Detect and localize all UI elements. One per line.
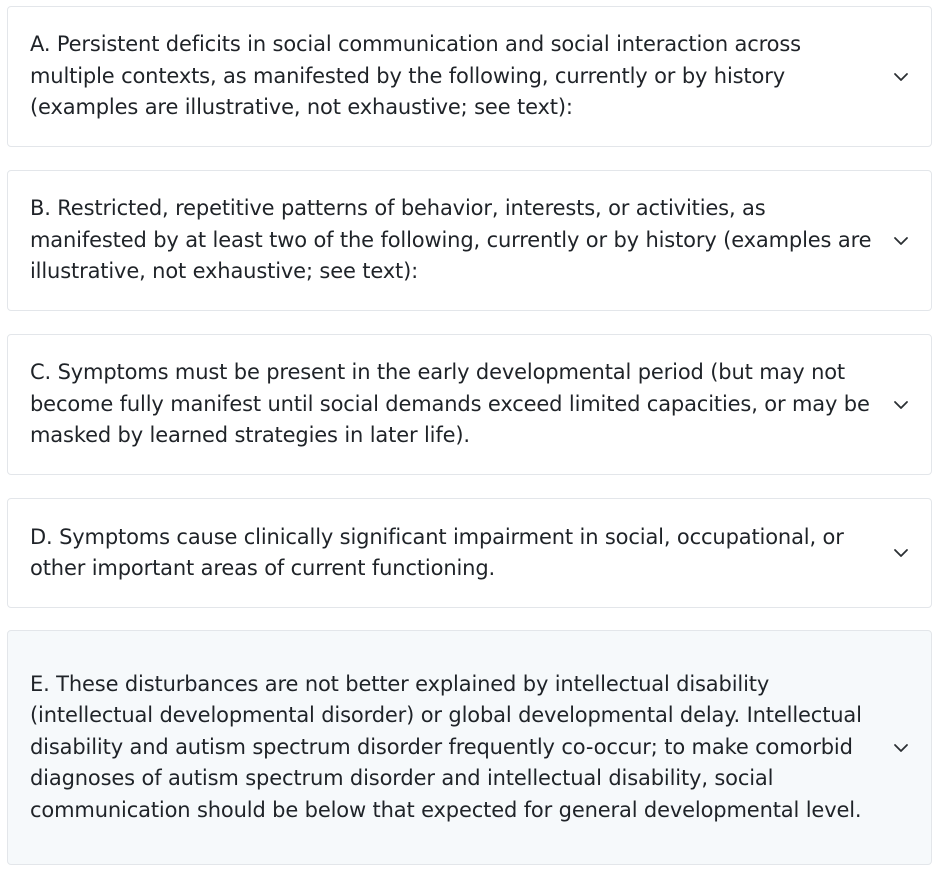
chevron-down-icon[interactable]	[887, 227, 915, 255]
accordion-item-criterion-b[interactable]	[7, 170, 932, 311]
accordion-item-criterion-d[interactable]	[7, 498, 932, 608]
chevron-down-icon[interactable]	[887, 63, 915, 91]
accordion-item-criterion-c[interactable]	[7, 334, 932, 475]
chevron-down-icon[interactable]	[887, 734, 915, 762]
criterion-c-text: C. Symptoms must be present in the early developmental period (but may not become fully manifest until social demands exceed limited capacities, or may be masked by learned strategies in later life).	[30, 360, 870, 448]
criterion-e-text: E. These disturbances are not better explained by intellectual disability (intellectual developmental disorder) or global developmental delay. Intellectual disability and autism spectrum disorder frequently co-occur; to make comorbid diagnoses of autism spectrum disorder and intellectual disability, social communication should be below that expected for general developmental level.	[30, 671, 862, 822]
criterion-a-text: A. Persistent deficits in social communication and social interaction across multiple contexts, as manifested by the following, currently or by history (examples are illustrative, not exhaustive; see text):	[30, 32, 801, 120]
criterion-b-text: B. Restricted, repetitive patterns of behavior, interests, or activities, as manifested by at least two of the following, currently or by history (examples are illustrative, not exhaustive; see text):	[30, 196, 872, 284]
accordion-item-criterion-a[interactable]	[7, 6, 932, 147]
criterion-d-text: D. Symptoms cause clinically significant impairment in social, occupational, or other important areas of current functioning.	[30, 524, 844, 580]
accordion-item-criterion-e[interactable]	[7, 630, 932, 865]
chevron-down-icon[interactable]	[887, 391, 915, 419]
chevron-down-icon[interactable]	[887, 539, 915, 567]
